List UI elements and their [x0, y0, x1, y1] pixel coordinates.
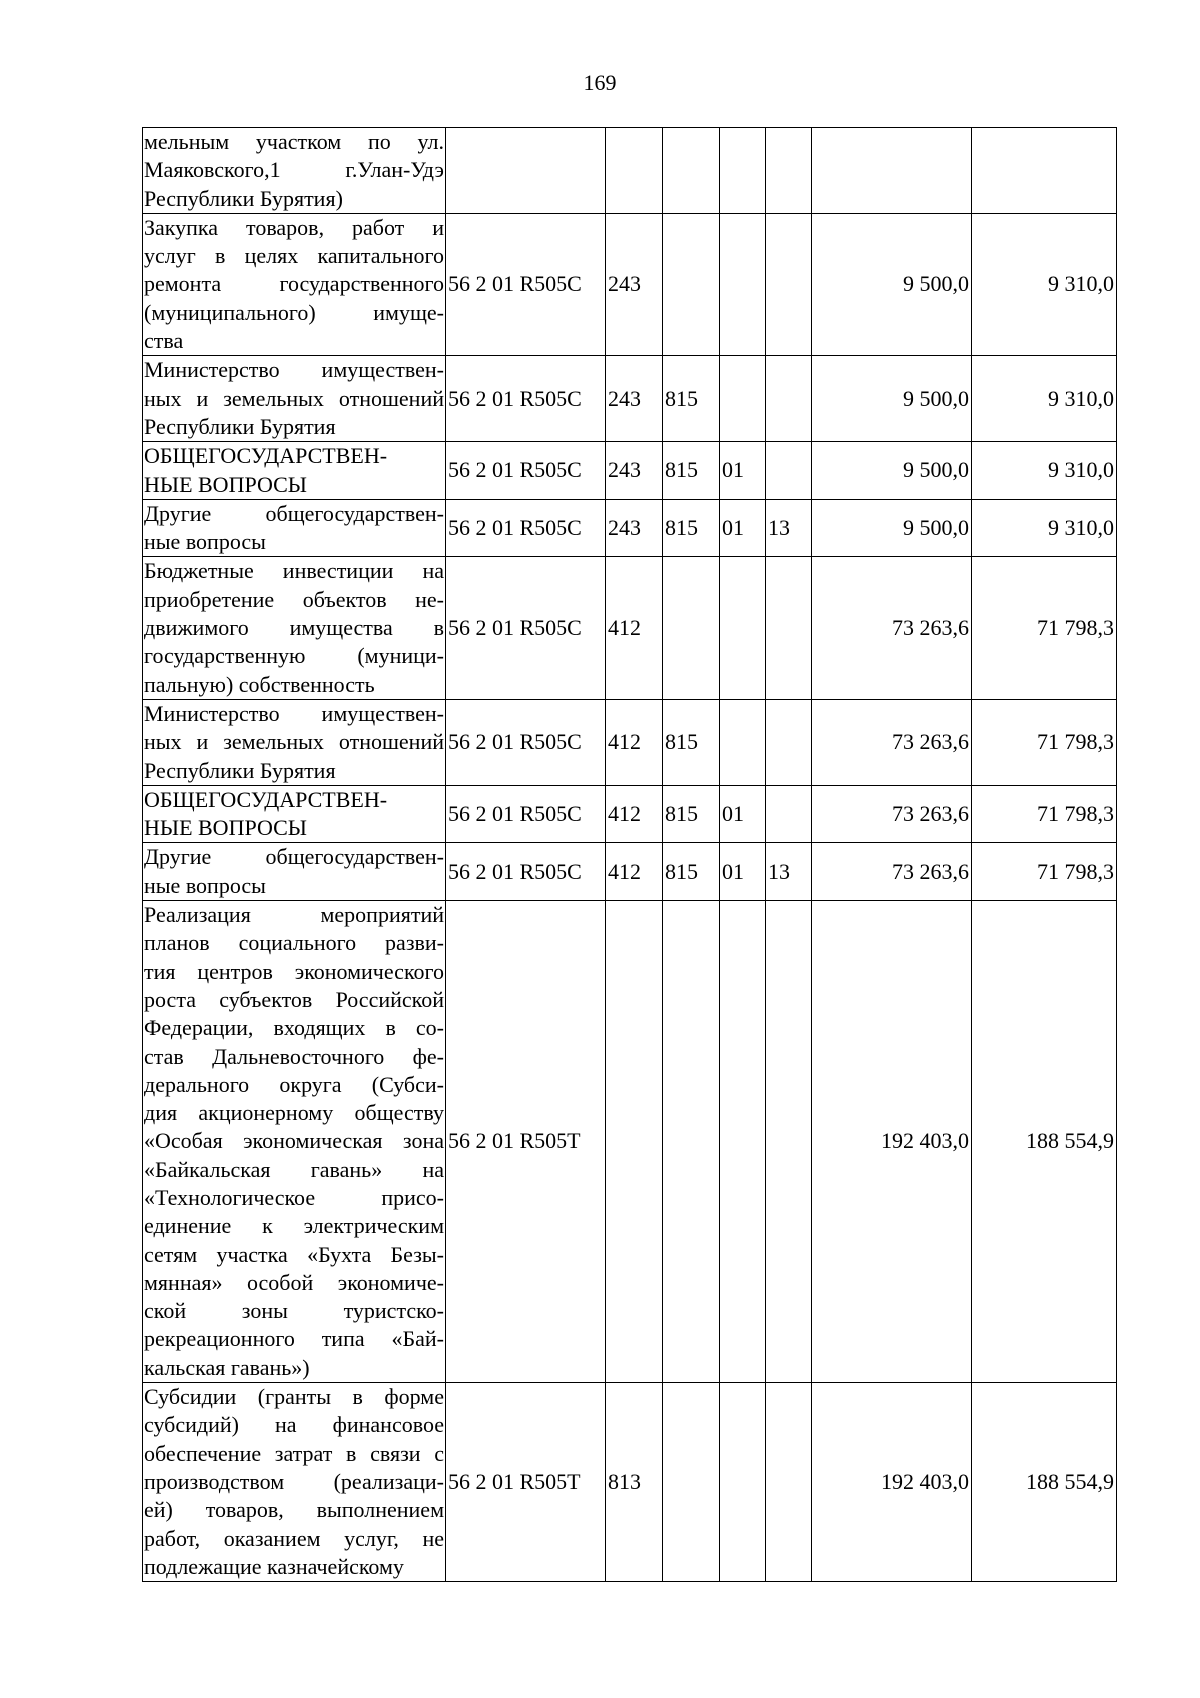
subsection-cell: 13: [766, 499, 812, 557]
item-name-cell: [143, 557, 446, 699]
item-name-line: единение к электрическим: [144, 1213, 444, 1239]
amount-year1-cell: 9 500,0: [812, 499, 972, 557]
item-name-line: услуг в целях капитального: [144, 243, 444, 269]
amount-year1-cell: 73 263,6: [812, 557, 972, 699]
amount-year2-cell: 9 310,0: [972, 356, 1117, 442]
amount-year1-cell: 9 500,0: [812, 442, 972, 500]
item-name-line: «Особая экономическая зона: [144, 1128, 444, 1154]
ministry-code-cell: 815: [663, 499, 720, 557]
item-name-line: тия центров экономического: [144, 958, 444, 984]
item-name-line: Министерство имуществен-: [144, 700, 444, 726]
table-row: [143, 213, 1117, 355]
item-name-line: подлежащие казначейскому: [144, 1553, 404, 1579]
item-name-cell: [143, 213, 446, 355]
section-cell: 01: [720, 843, 766, 901]
expense-type-cell: 412: [606, 843, 663, 901]
amount-year1-cell: 73 263,6: [812, 785, 972, 843]
expense-type-cell: 412: [606, 785, 663, 843]
amount-year1-cell: [812, 128, 972, 214]
expense-type-cell: 243: [606, 499, 663, 557]
table-row: [143, 356, 1117, 442]
item-name-cell: [143, 356, 446, 442]
item-name-line: ства: [144, 328, 184, 354]
amount-year2-cell: 71 798,3: [972, 699, 1117, 785]
amount-year1-cell: 192 403,0: [812, 901, 972, 1383]
item-name-line: ремонта государственного: [144, 271, 444, 297]
ministry-code-cell: [663, 1383, 720, 1582]
table-body: [143, 128, 1117, 1582]
target-code-cell: 56 2 01 R505C: [446, 356, 606, 442]
item-name-line: ОБЩЕГОСУДАРСТВЕН-: [144, 786, 388, 812]
item-name-line: обеспечение затрат в связи с: [144, 1440, 444, 1466]
table-row: [143, 499, 1117, 557]
expense-type-cell: 412: [606, 699, 663, 785]
table-row: [143, 699, 1117, 785]
item-name-cell: [143, 901, 446, 1383]
item-name-line: ных и земельных отношений: [144, 385, 444, 411]
target-code-cell: 56 2 01 R505C: [446, 213, 606, 355]
section-cell: 01: [720, 442, 766, 500]
item-name-cell: [143, 785, 446, 843]
amount-year2-cell: 71 798,3: [972, 785, 1117, 843]
table-row: [143, 843, 1117, 901]
subsection-cell: [766, 699, 812, 785]
item-name-line: рекреационного типа «Бай-: [144, 1326, 444, 1352]
item-name-cell: [143, 128, 446, 214]
item-name-line: Республики Бурятия: [144, 757, 336, 783]
target-code-cell: 56 2 01 R505T: [446, 1383, 606, 1582]
amount-year1-cell: 73 263,6: [812, 843, 972, 901]
item-name-line: Маяковского,1 г.Улан-Удэ: [144, 157, 444, 183]
expense-type-cell: [606, 901, 663, 1383]
item-name-line: ей) товаров, выполнением: [144, 1497, 444, 1523]
subsection-cell: [766, 213, 812, 355]
section-cell: 01: [720, 785, 766, 843]
item-name-line: Реализация мероприятий: [144, 902, 444, 928]
subsection-cell: 13: [766, 843, 812, 901]
subsection-cell: [766, 785, 812, 843]
amount-year2-cell: 9 310,0: [972, 499, 1117, 557]
item-name-line: пальную) собственность: [144, 671, 375, 697]
item-name-cell: [143, 499, 446, 557]
subsection-cell: [766, 128, 812, 214]
table-row: [143, 128, 1117, 214]
item-name-line: производством (реализаци-: [144, 1468, 444, 1494]
item-name-line: ные вопросы: [144, 872, 266, 898]
expense-type-cell: 813: [606, 1383, 663, 1582]
item-name-line: НЫЕ ВОПРОСЫ: [144, 815, 307, 841]
ministry-code-cell: 815: [663, 699, 720, 785]
item-name-cell: [143, 843, 446, 901]
table-row: [143, 1383, 1117, 1582]
expense-type-cell: 412: [606, 557, 663, 699]
page-number: 169: [583, 70, 617, 95]
item-name-cell: [143, 699, 446, 785]
item-name-line: сетям участка «Бухта Безы-: [144, 1241, 444, 1267]
item-name-cell: [143, 442, 446, 500]
amount-year1-cell: 9 500,0: [812, 213, 972, 355]
table-row: [143, 901, 1117, 1383]
ministry-code-cell: [663, 557, 720, 699]
section-cell: [720, 557, 766, 699]
expense-type-cell: 243: [606, 442, 663, 500]
target-code-cell: 56 2 01 R505C: [446, 785, 606, 843]
item-name-line: Бюджетные инвестиции на: [144, 558, 444, 584]
subsection-cell: [766, 1383, 812, 1582]
target-code-cell: 56 2 01 R505T: [446, 901, 606, 1383]
section-cell: [720, 356, 766, 442]
item-name-line: ской зоны туристско-: [144, 1298, 444, 1324]
section-cell: [720, 1383, 766, 1582]
item-name-line: «Технологическое присо-: [144, 1184, 444, 1210]
item-name-line: Республики Бурятия): [144, 185, 343, 211]
amount-year2-cell: 188 554,9: [972, 1383, 1117, 1582]
budget-table: [142, 127, 1117, 1582]
item-name-line: Республики Бурятия: [144, 413, 336, 439]
expense-type-cell: 243: [606, 356, 663, 442]
ministry-code-cell: 815: [663, 442, 720, 500]
amount-year1-cell: 73 263,6: [812, 699, 972, 785]
subsection-cell: [766, 901, 812, 1383]
item-name-line: кальская гавань»): [144, 1354, 310, 1380]
item-name-line: дия акционерному обществу: [144, 1100, 444, 1126]
item-name-line: «Байкальская гавань» на: [144, 1156, 444, 1182]
item-name-line: государственную (муници-: [144, 643, 444, 669]
section-cell: [720, 213, 766, 355]
ministry-code-cell: 815: [663, 785, 720, 843]
item-name-line: Субсидии (гранты в форме: [144, 1384, 444, 1410]
target-code-cell: 56 2 01 R505C: [446, 843, 606, 901]
section-cell: 01: [720, 499, 766, 557]
amount-year2-cell: 9 310,0: [972, 213, 1117, 355]
item-name-line: НЫЕ ВОПРОСЫ: [144, 471, 307, 497]
item-name-line: Министерство имуществен-: [144, 357, 444, 383]
table-row: [143, 785, 1117, 843]
target-code-cell: 56 2 01 R505C: [446, 699, 606, 785]
amount-year1-cell: 9 500,0: [812, 356, 972, 442]
section-cell: [720, 128, 766, 214]
item-name-line: приобретение объектов не-: [144, 586, 444, 612]
item-name-cell: [143, 1383, 446, 1582]
target-code-cell: 56 2 01 R505C: [446, 442, 606, 500]
item-name-line: мельным участком по ул.: [144, 129, 444, 154]
subsection-cell: [766, 557, 812, 699]
ministry-code-cell: [663, 213, 720, 355]
table-row: [143, 557, 1117, 699]
item-name-line: мянная» особой экономиче-: [144, 1269, 444, 1295]
item-name-line: (муниципального) имуще-: [144, 299, 444, 325]
amount-year2-cell: 9 310,0: [972, 442, 1117, 500]
section-cell: [720, 699, 766, 785]
item-name-line: Другие общегосударствен-: [144, 844, 444, 870]
target-code-cell: [446, 128, 606, 214]
item-name-line: ОБЩЕГОСУДАРСТВЕН-: [144, 443, 388, 469]
target-code-cell: 56 2 01 R505C: [446, 557, 606, 699]
ministry-code-cell: 815: [663, 356, 720, 442]
amount-year1-cell: 192 403,0: [812, 1383, 972, 1582]
item-name-line: Федерации, входящих в со-: [144, 1015, 444, 1041]
section-cell: [720, 901, 766, 1383]
expense-type-cell: [606, 128, 663, 214]
ministry-code-cell: 815: [663, 843, 720, 901]
table-row: [143, 442, 1117, 500]
amount-year2-cell: 71 798,3: [972, 843, 1117, 901]
item-name-line: Закупка товаров, работ и: [144, 214, 444, 240]
subsection-cell: [766, 356, 812, 442]
target-code-cell: 56 2 01 R505C: [446, 499, 606, 557]
item-name-line: став Дальневосточного фе-: [144, 1043, 444, 1069]
ministry-code-cell: [663, 128, 720, 214]
amount-year2-cell: 188 554,9: [972, 901, 1117, 1383]
item-name-line: роста субъектов Российской: [144, 986, 444, 1012]
amount-year2-cell: 71 798,3: [972, 557, 1117, 699]
item-name-line: движимого имущества в: [144, 615, 444, 641]
amount-year2-cell: [972, 128, 1117, 214]
item-name-line: Другие общегосударствен-: [144, 500, 444, 526]
item-name-line: субсидий) на финансовое: [144, 1412, 444, 1438]
ministry-code-cell: [663, 901, 720, 1383]
subsection-cell: [766, 442, 812, 500]
item-name-line: дерального округа (Субси-: [144, 1071, 444, 1097]
expense-type-cell: 243: [606, 213, 663, 355]
item-name-line: планов социального разви-: [144, 930, 444, 956]
item-name-line: работ, оказанием услуг, не: [144, 1525, 444, 1551]
item-name-line: ных и земельных отношений: [144, 729, 444, 755]
item-name-line: ные вопросы: [144, 529, 266, 555]
